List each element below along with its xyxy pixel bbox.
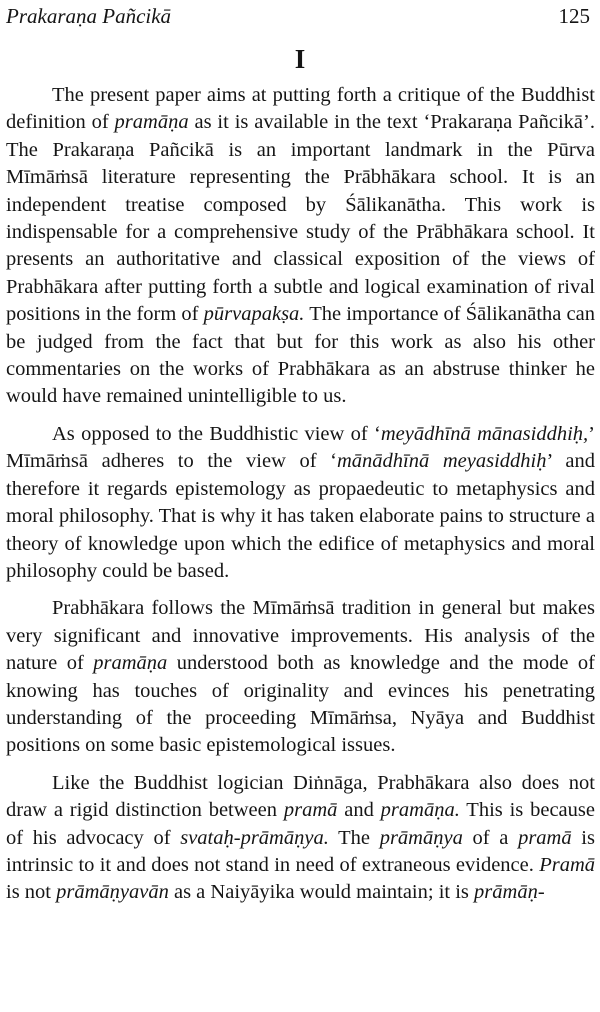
- text-run: is not: [6, 881, 57, 904]
- paragraph: [6, 770, 595, 907]
- italic-term: prāmāṇya: [379, 826, 463, 849]
- body-text: [6, 82, 595, 907]
- text-run: is intrinsic to it and does not stand in need of extraneous evidence.: [6, 826, 595, 876]
- text-run: As opposed to the Buddhistic view of ‘: [52, 422, 381, 445]
- italic-term: pramāṇa.: [380, 799, 460, 822]
- italic-term: svataḥ-prāmāṇya.: [180, 826, 329, 849]
- text-run: as it is available in the text ‘Prakaraṇa Pañcikā’. The Prakaraṇa Pañcikā is an important landmark in the Pūrva Mīmāṁsā literature representing the Prābhākara school. It is an independent treatise composed by Śālikanātha. This work is indispensable for a comprehensive study of the Prābhākara school. It presents an authoritative and classical exposition of the views of Prabhākara after putting forth a subtle and logical examination of rival positions in the form of: [6, 111, 595, 326]
- paragraph: [6, 82, 595, 411]
- italic-term: prāmāṇ-: [474, 881, 545, 904]
- running-title: Prakaraṇa Pañcikā: [6, 4, 172, 28]
- italic-term: pramāṇa: [93, 652, 168, 675]
- italic-term: pramāṇa: [114, 111, 189, 134]
- text-run: ’ Mīmāṁsā adheres to the view of ‘: [6, 422, 595, 473]
- italic-term: meyādhīnā mānasiddhiḥ,: [380, 422, 589, 445]
- text-run: and: [337, 799, 381, 822]
- text-run: as a Naiyāyika would maintain; it is: [168, 881, 475, 904]
- text-run: The: [328, 826, 380, 849]
- text-run: This is because of his advocacy of: [6, 799, 595, 849]
- text-run: The importance of Śālikanātha can be judged from the fact that but for this work as also his other commentaries on the works of Prabhākara as an abstruse thinker he would have remained unintelligible to us.: [6, 303, 595, 408]
- text-run: understood both as knowledge and the mode of knowing has touches of originality and evinces his penetrating understanding of the proceeding Mīmāṁsa, Nyāya and Buddhist positions on some basic epistemological issues.: [6, 652, 595, 757]
- section-numeral: I: [294, 44, 306, 74]
- text-run: The present paper aims at putting forth a critique of the Buddhist definition of: [6, 84, 595, 134]
- italic-term: mānādhīnā meyasiddhiḥ: [337, 450, 547, 473]
- italic-term: Pramā: [539, 853, 595, 876]
- text-run: ’ and therefore it regards epistemology as propaedeutic to metaphysics and moral philosophy. That is why it has taken elaborate pains to structure a theory of knowledge upon which the edifice of metaphysics and moral philosophy could be based.: [6, 450, 595, 582]
- paragraph: [6, 421, 595, 585]
- text-run: Like the Buddhist logician Diṅnāga, Prabhākara also does not draw a rigid distinction between: [6, 771, 595, 822]
- paragraph: [6, 595, 595, 759]
- text-run: of a: [462, 826, 519, 849]
- italic-term: pramā: [518, 826, 572, 849]
- page-number: 125: [558, 4, 590, 28]
- italic-term: prāmāṇyavān: [56, 881, 169, 904]
- page-header: [6, 4, 590, 30]
- italic-term: pūrvapakṣa.: [203, 303, 305, 326]
- italic-term: pramā: [283, 799, 338, 822]
- text-run: Prabhākara follows the Mīmāṁsā tradition in general but makes very significant and innovative improvements. His analysis of the nature of: [6, 597, 595, 675]
